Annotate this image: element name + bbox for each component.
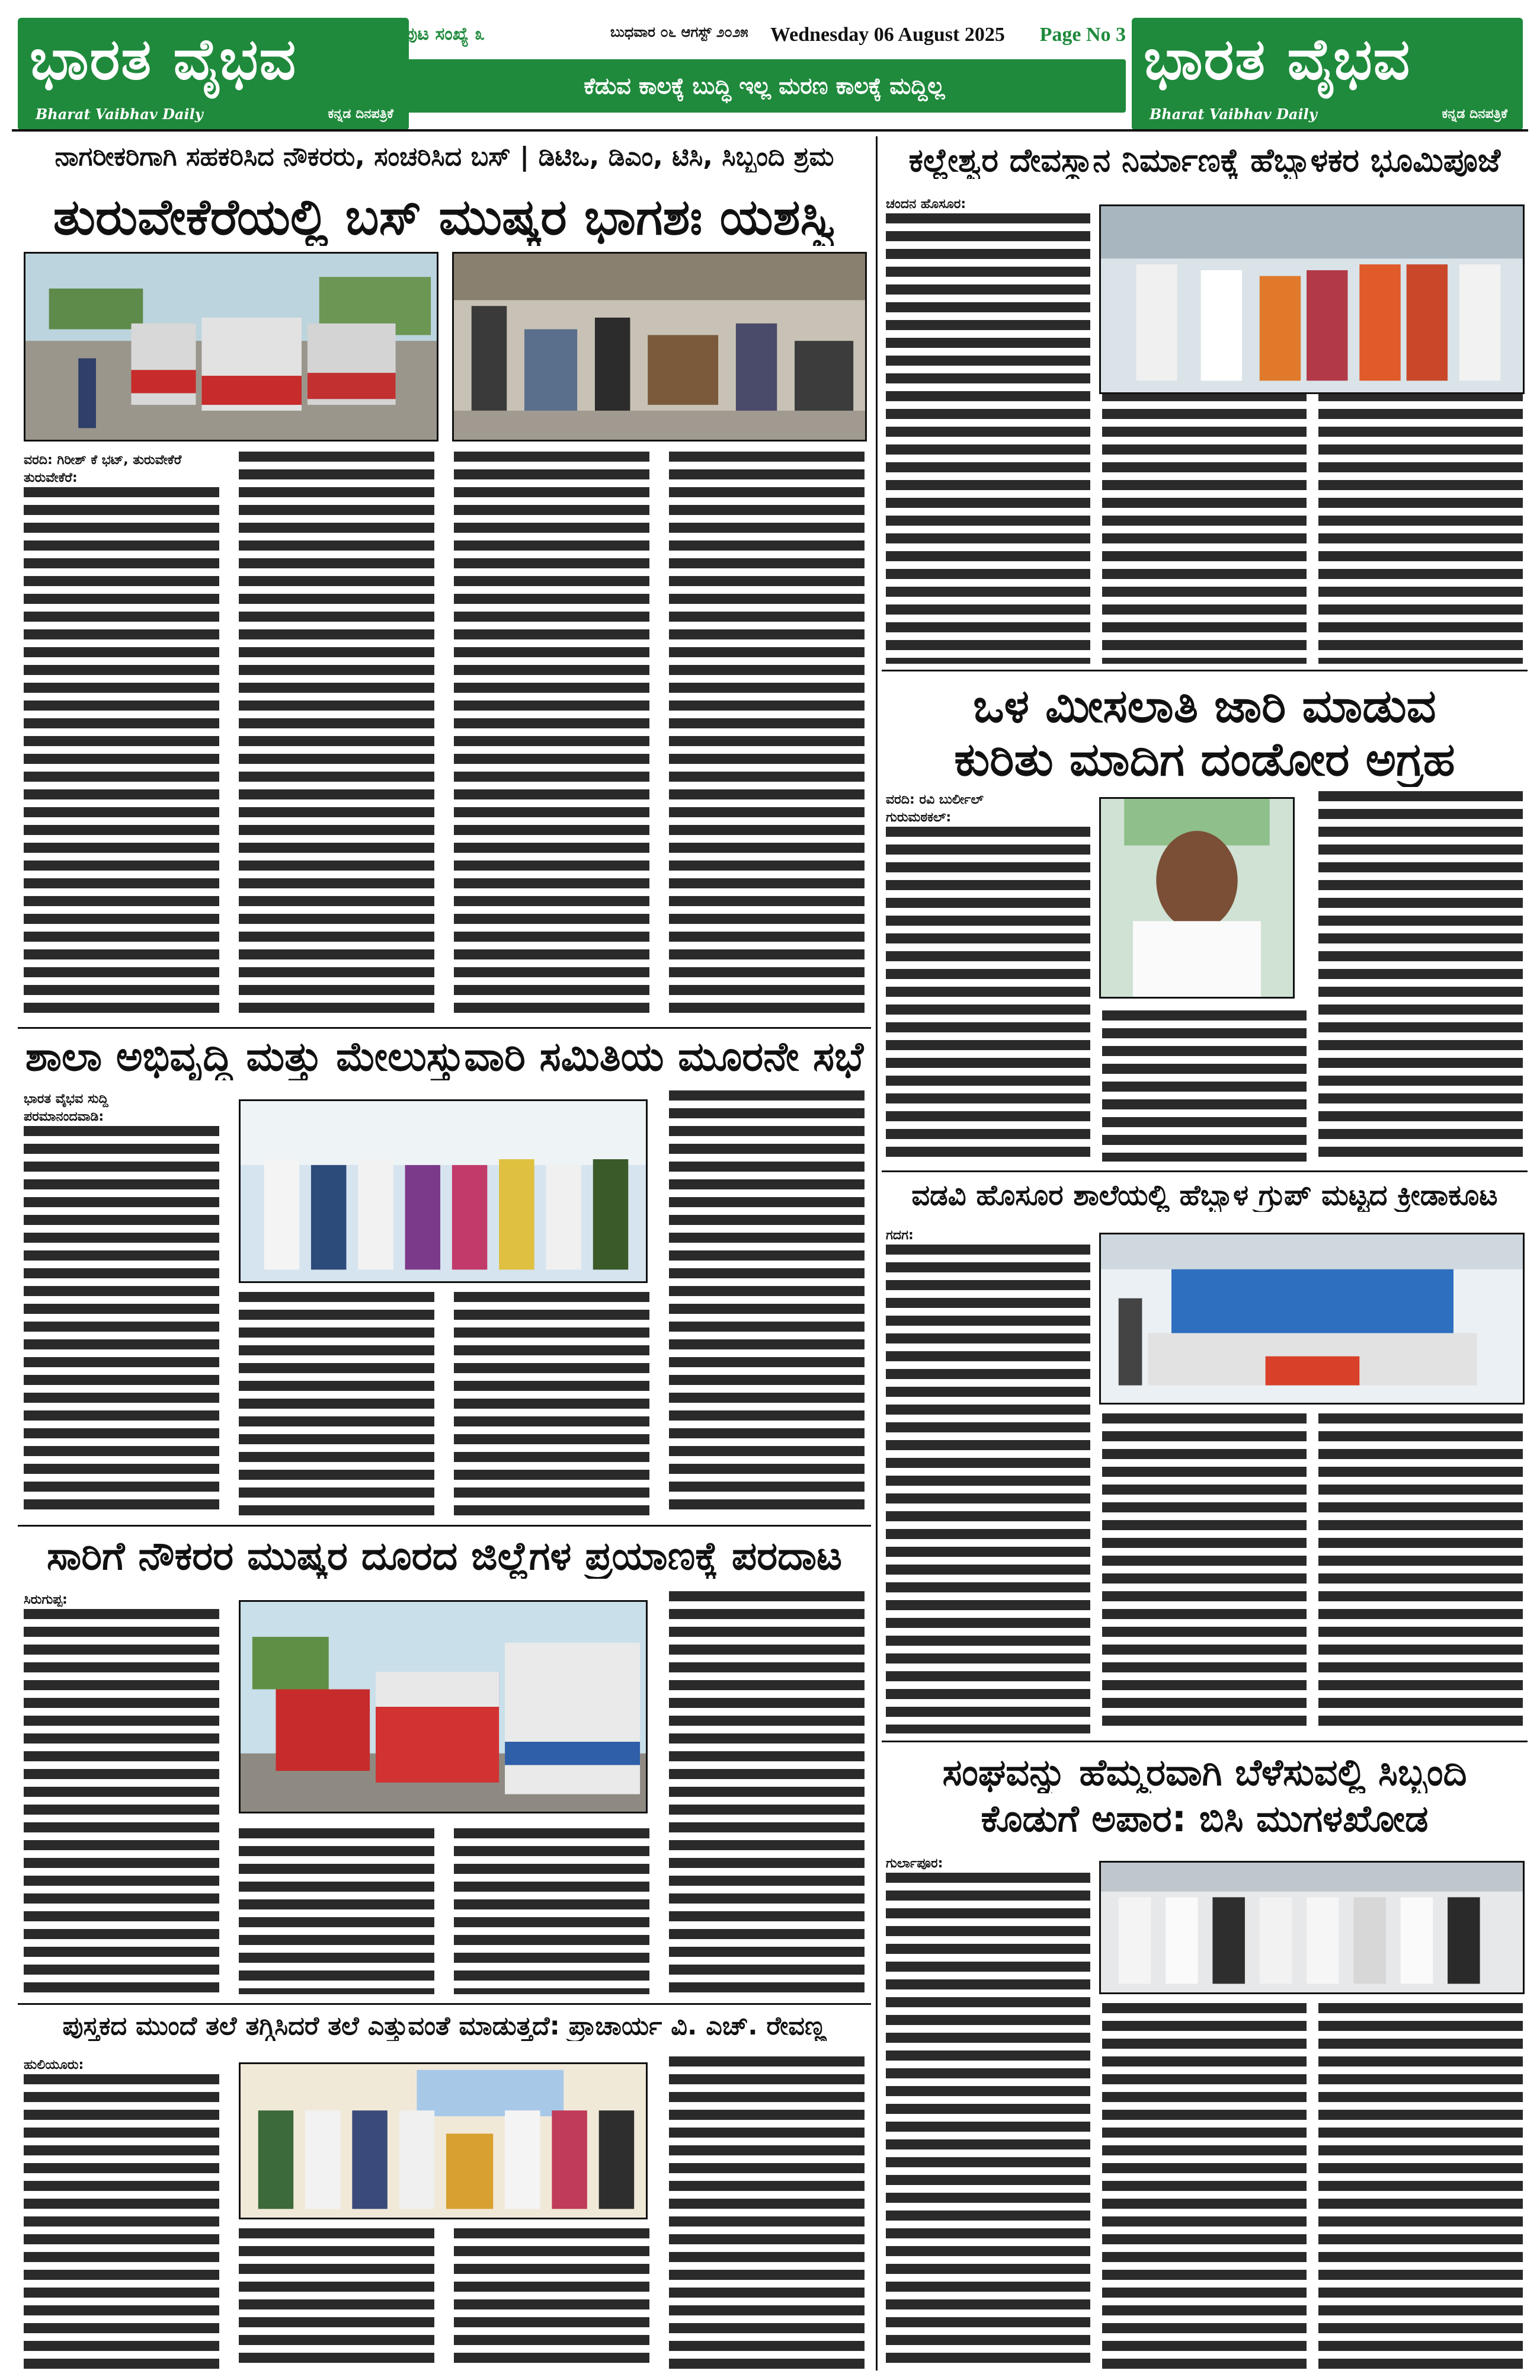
masthead-subtitle: ಕನ್ನಡ ದಿನಪತ್ರಿಕೆ xyxy=(1442,107,1507,121)
column-divider xyxy=(876,136,878,2371)
date-kannada: ಬುಧವಾರ ೦೬ ಆಗಸ್ಟ್ ೨೦೨೫ xyxy=(610,24,748,40)
text-column xyxy=(1318,1413,1523,1733)
photo-bhoomi-pooja xyxy=(1099,204,1525,394)
text-column xyxy=(24,1609,219,1994)
text-column xyxy=(669,2056,865,2371)
masthead-logo-right xyxy=(1132,18,1523,130)
article-dateline: ಪರಮಾನಂದವಾಡಿ: xyxy=(24,1109,104,1124)
article-headline: ಕುರಿತು ಮಾದಿಗ ದಂಡೋರ ಅಗ್ರಹ xyxy=(954,734,1455,786)
text-column xyxy=(669,1090,865,1517)
section-divider xyxy=(882,1170,1528,1172)
article-dateline: ಚಂದನ ಹೊಸೂರ: xyxy=(886,197,966,212)
masthead-tagline: ಕೆಡುವ ಕಾಲಕ್ಕೆ ಬುದ್ಧಿ ಇಲ್ಲ ಮರಣ ಕಾಲಕ್ಕೆ ಮದ್ದಿಲ್ಲ xyxy=(403,59,1126,113)
section-divider xyxy=(18,1027,871,1029)
page-number: Page No 3 xyxy=(1039,24,1126,46)
masthead-title-english: Bharat Vaibhav Daily xyxy=(36,105,203,123)
masthead-logo-left xyxy=(18,18,409,130)
photo-cooperative-staff xyxy=(1099,1861,1525,1994)
article-dateline: ಸಿರುಗುಪ್ಪ: xyxy=(24,1592,68,1607)
article-dateline: ಗುರುಮಠಕಲ್: xyxy=(886,810,952,825)
date-english: Wednesday 06 August 2025 xyxy=(770,24,1005,46)
masthead-title: ಭಾರತ ವೈಭವ xyxy=(30,26,297,92)
text-column xyxy=(886,213,1090,664)
text-column xyxy=(239,2228,434,2371)
masthead-title-english: Bharat Vaibhav Daily xyxy=(1150,105,1317,123)
text-column xyxy=(454,1292,649,1517)
article-byline: ವರದಿ: ರವಿ ಬುರ್ಲೀಲ್ xyxy=(886,792,984,807)
text-column xyxy=(886,827,1090,1162)
article-headline: ವಡವಿ ಹೊಸೂರ ಶಾಲೆಯಲ್ಲಿ ಹೆಬ್ಬಾಳ ಗ್ರುಪ್ ಮಟ್ಟದ ಕ್ರೀಡಾಕೂಟ xyxy=(911,1179,1498,1212)
article-headline: ಕೊಡುಗೆ ಅಪಾರ: ಬಿಸಿ ಮುಗಳಖೋಡ xyxy=(981,1797,1429,1840)
text-column xyxy=(1102,1010,1307,1162)
article-headline: ಸಾರಿಗೆ ನೌಕರರ ಮುಷ್ಕರ ದೂರದ ಜಿಲ್ಲೆಗಳ ಪ್ರಯಾಣಕ್ಕೆ ಪರದಾಟ xyxy=(46,1534,843,1579)
article-headline: ಒಳ ಮೀಸಲಾತಿ ಜಾರಿ ಮಾಡುವ xyxy=(973,680,1436,733)
article-headline: ಸಂಘವನ್ನು ಹೆಮ್ಮರವಾಗಿ ಬೆಳೆಸುವಲ್ಲಿ ಸಿಬ್ಬಂದಿ xyxy=(942,1751,1467,1794)
text-column xyxy=(1318,2003,1523,2371)
text-column xyxy=(239,1292,434,1517)
article-byline: ಭಾರತ ವೈಭವ ಸುದ್ದಿ xyxy=(24,1092,108,1106)
text-column xyxy=(886,1873,1090,2371)
article-body-madiga xyxy=(886,791,1526,1162)
masthead-title: ಭಾರತ ವೈಭವ xyxy=(1144,26,1411,92)
section-divider xyxy=(882,670,1528,671)
text-column xyxy=(454,2228,649,2371)
article-kicker: ನಾಗರೀಕರಿಗಾಗಿ ಸಹಕರಿಸಿದ ನೌಕರರು, ಸಂಚರಿಸಿದ ಬಸ್ | ಡಿಟಿಒ, ಡಿಎಂ, ಟಿಸಿ, ಸಿಬ್ಬಂದಿ ಶ್ರಮ xyxy=(55,142,834,172)
text-column xyxy=(1318,791,1523,1162)
article-dateline: ಹುಲಿಯೂರು: xyxy=(24,2058,84,2072)
masthead-subtitle: ಕನ್ನಡ ದಿನಪತ್ರಿಕೆ xyxy=(328,107,393,121)
text-column xyxy=(24,2074,219,2371)
text-column xyxy=(669,452,865,1021)
section-divider xyxy=(882,1741,1528,1742)
photo-sports-meet xyxy=(1099,1233,1525,1405)
text-column xyxy=(24,1126,219,1517)
photo-committee-group xyxy=(239,1099,648,1283)
issue-number: ಪುಟ ಸಂಖ್ಯೆ ೩ xyxy=(403,24,485,44)
article-dateline: ಗುರ್ಲಾಪೂರ: xyxy=(886,1856,943,1871)
article-headline: ಕಲ್ಲೇಶ್ವರ ದೇವಸ್ಥಾನ ನಿರ್ಮಾಣಕ್ಕೆ ಹೆಬ್ಬಾಳಕರ ಭೂಮಿಪೂಜೆ xyxy=(908,142,1501,179)
article-dateline: ಗದಗ: xyxy=(886,1228,914,1243)
masthead-info-row xyxy=(403,18,1126,53)
section-divider xyxy=(18,2003,871,2005)
photo-college-event xyxy=(239,2062,648,2219)
article-body-bus-strike xyxy=(24,452,865,1021)
text-column xyxy=(454,452,649,1021)
article-byline: ವರದಿ: ಗಿರೀಶ್ ಕೆ ಭಟ್, ತುರುವೇಕೆರೆ xyxy=(24,453,182,468)
photo-bus-stand-waiting xyxy=(452,252,867,442)
article-headline: ತುರುವೇಕೆರೆಯಲ್ಲಿ ಬಸ್ ಮುಷ್ಕರ ಭಾಗಶಃ ಯಶಸ್ವಿ xyxy=(53,188,836,246)
article-headline: ಶಾಲಾ ಅಭಿವೃದ್ಧಿ ಮತ್ತು ಮೇಲುಸ್ತುವಾರಿ ಸಮಿತಿಯ ಮೂರನೇ ಸಭೆ xyxy=(25,1034,864,1080)
text-column xyxy=(1102,2003,1307,2371)
section-divider xyxy=(18,1525,871,1527)
text-column xyxy=(1102,391,1307,664)
text-column xyxy=(239,452,434,1021)
article-headline: ಪುಸ್ತಕದ ಮುಂದೆ ತಲೆ ತಗ್ಗಿಸಿದರೆ ತಲೆ ಎತ್ತುವಂತೆ ಮಾಡುತ್ತದೆ: ಪ್ರಾಚಾರ್ಯ ವಿ. ಎಚ್. ರೇವಣ್ಣ xyxy=(62,2012,827,2041)
text-column xyxy=(239,1828,434,1994)
text-column xyxy=(1102,1413,1307,1733)
article-dateline: ತುರುವೇಕೆರೆ: xyxy=(24,471,78,485)
masthead-divider xyxy=(12,129,1528,132)
text-column xyxy=(24,487,219,1021)
photo-bus-depot xyxy=(24,252,438,442)
text-column xyxy=(669,1591,865,1994)
photo-parked-buses xyxy=(239,1600,648,1813)
text-column xyxy=(454,1828,649,1994)
text-column xyxy=(1318,391,1523,664)
text-column xyxy=(886,1245,1090,1733)
